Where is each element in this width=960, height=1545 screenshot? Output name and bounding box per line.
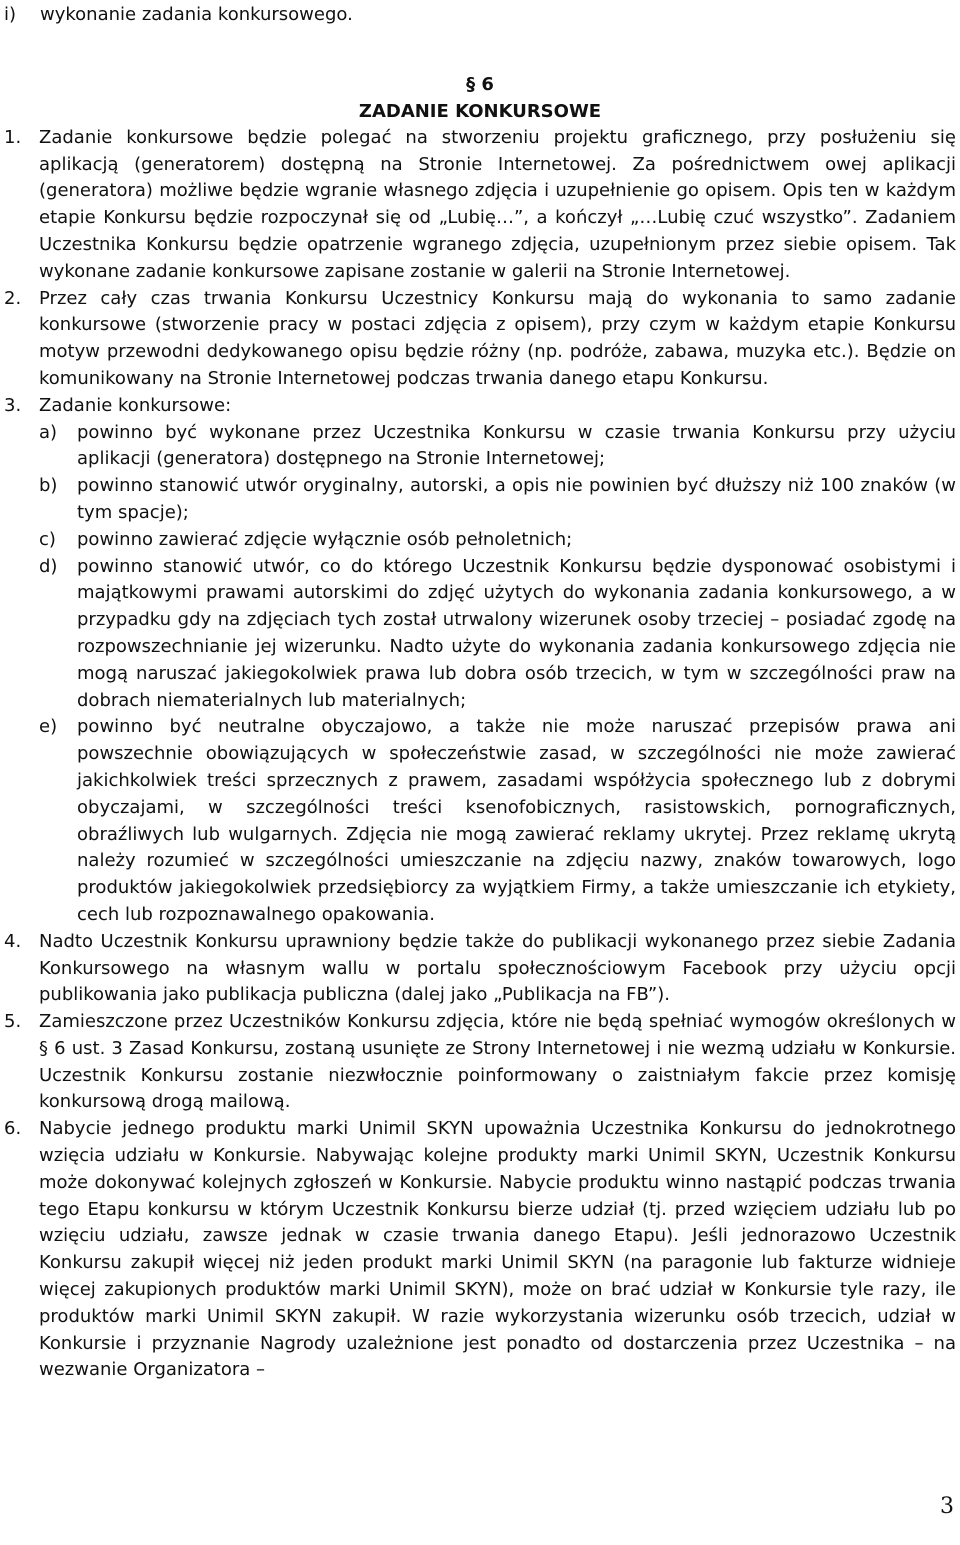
section-number: § 6	[466, 73, 494, 95]
subitem-e	[39, 714, 956, 928]
section-title: ZADANIE KONKURSOWE	[358, 100, 602, 122]
subitem-text: powinno stanowić utwór, co do którego Uczestnik Konkursu będzie dysponować osobistymi i majątkowymi prawami autorskimi do zdjęć użytych do wykonania zadania konkursowego, a w przypadku gdy na zdjęciach tych został utrwalony wizerunek osoby trzeciej – posiadać zgodę na rozpowszechnianie jej wizerunku. Nadto użyte do wykonania zadania konkursowego zdjęcia nie mogą naruszać jakiegokolwiek prawa lub dobra osób trzecich, w tym w szczególności praw na dobrach niematerialnych lub materialnych;	[77, 555, 956, 711]
intro-list-item	[4, 2, 956, 29]
paragraph-text: Nadto Uczestnik Konkursu uprawniony będzie także do publikacji wykonanego przez siebie Zadania Konkursowego na własnym wallu w portalu społecznościowym Facebook przy użyciu opcji publikowania jako publikacja publiczna (dalej jako „Publikacja na FB”).	[39, 930, 956, 1006]
subitem-text: powinno zawierać zdjęcie wyłącznie osób pełnoletnich;	[77, 528, 573, 550]
paragraph-number: 6.	[4, 1118, 22, 1140]
paragraph-body	[39, 393, 956, 929]
paragraph-number: 3.	[4, 394, 22, 416]
page-number: 3	[940, 1494, 954, 1519]
subitem-letter: c)	[39, 528, 56, 550]
paragraph-number: 4.	[4, 930, 22, 952]
paragraph-3	[4, 393, 956, 929]
subitem-d	[39, 554, 956, 715]
subitem-a	[39, 420, 956, 474]
subitem-text: powinno stanowić utwór oryginalny, autorski, a opis nie powinien być dłuższy niż 100 znaków (w tym spacje);	[77, 475, 956, 523]
paragraph-text: Zadanie konkursowe będzie polegać na stworzeniu projektu graficznego, przy posłużeniu się aplikacją (generatorem) dostępną na Stronie Internetowej. Za pośrednictwem owej aplikacji (generatora) możliwe będzie wgranie własnego zdjęcia i uzupełnienie go opisem. Opis ten w każdym etapie Konkursu będzie rozpoczynał się od „Lubię…”, a kończył „…Lubię czuć wszystko”. Zadaniem Uczestnika Konkursu będzie opatrzenie wgranego zdjęcia, uzupełnionym przez siebie opisem. Tak wykonane zadanie konkursowe zapisane zostanie w galerii na Stronie Internetowej.	[39, 126, 956, 282]
paragraph-2	[4, 286, 956, 393]
paragraph-text: Przez cały czas trwania Konkursu Uczestnicy Konkursu mają do wykonania to samo zadanie konkursowe (stworzenie pracy w postaci zdjęcia z opisem), przy czym w każdym etapie Konkursu motyw przewodni dedykowanego opisu będzie różny (np. podróże, zabawa, muzyka etc.). Będzie on komunikowany na Stronie Internetowej podczas trwania danego etapu Konkursu.	[39, 287, 956, 389]
subitem-text: powinno być neutralne obyczajowo, a także nie może naruszać przepisów prawa ani powszechnie obowiązujących w społeczeństwie zasad, w szczególności nie może zawierać jakichkolwiek treści sprzecznych z prawem, zasadami współżycia społecznego lub z dobrymi obyczajami, w szczególności treści ksenofobicznych, rasistowskich, pornograficznych, obraźliwych lub wulgarnych. Zdjęcia nie mogą zawierać reklamy ukrytej. Przez reklamę ukrytą należy rozumieć w szczególności umieszczanie na zdjęciu nazwy, znaków towarowych, logo produktów jakiegokolwiek przedsiębiorcy za wyjątkiem Firmy, a także umieszczanie ich etykiety, cech lub rozpoznawalnego opakowania.	[77, 716, 956, 925]
subitem-c	[39, 527, 956, 554]
intro-marker: i)	[4, 4, 17, 25]
subitem-letter: d)	[39, 555, 58, 577]
paragraph-text: Zadanie konkursowe:	[39, 394, 232, 416]
paragraph-5	[4, 1009, 956, 1116]
paragraph-number: 2.	[4, 287, 22, 309]
paragraph-text: Zamieszczone przez Uczestników Konkursu zdjęcia, które nie będą spełniać wymogów określonych w § 6 ust. 3 Zasad Konkursu, zostaną usunięte ze Strony Internetowej i nie wezmą udziału w Konkursie. Uczestnik Konkursu zostanie niezwłocznie poinformowany o zaistniałym fakcie przez komisję konkursową drogą mailową.	[39, 1011, 956, 1113]
paragraph-number: 5.	[4, 1011, 22, 1033]
subitem-letter: e)	[39, 716, 58, 738]
paragraph-4	[4, 929, 956, 1009]
document-body	[4, 2, 956, 1384]
intro-text: wykonanie zadania konkursowego.	[40, 4, 353, 25]
paragraph-number: 1.	[4, 126, 22, 148]
paragraph-text: Nabycie jednego produktu marki Unimil SKYN upoważnia Uczestnika Konkursu do jednokrotnego wzięcia udziału w Konkursie. Nabywając kolejne produkty marki Unimil SKYN, Uczestnik Konkursu może dokonywać kolejnych zgłoszeń w Konkursie. Nabycie produktu winno nastąpić podczas trwania tego Etapu konkursu w którym Uczestnik Konkursu bierze udział (tj. przed wzięciem udziału lub po wzięciu udziału, zawsze jednak w czasie trwania danego Etapu). Jeśli jednorazowo Uczestnik Konkursu zakupił więcej niż jeden produkt marki Unimil SKYN (na paragonie lub fakturze widnieje więcej zakupionych produktów marki Unimil SKYN), może on brać udział w Konkursie tyle razy, ile produktów marki Unimil SKYN zakupił. W razie wykorzystania wizerunku osób trzecich, udział w Konkursie i przyznanie Nagrody uzależnione jest ponadto od dostarczenia przez Uczestnika – na wezwanie Organizatora –	[39, 1118, 956, 1381]
paragraph-6	[4, 1116, 956, 1384]
subitem-letter: a)	[39, 421, 58, 443]
subitem-letter: b)	[39, 475, 58, 497]
subitem-text: powinno być wykonane przez Uczestnika Konkursu w czasie trwania Konkursu przy użyciu aplikacji (generatora) dostępnego na Stronie Internetowej;	[77, 421, 956, 470]
paragraph-1	[4, 125, 956, 286]
subitem-b	[39, 473, 956, 527]
